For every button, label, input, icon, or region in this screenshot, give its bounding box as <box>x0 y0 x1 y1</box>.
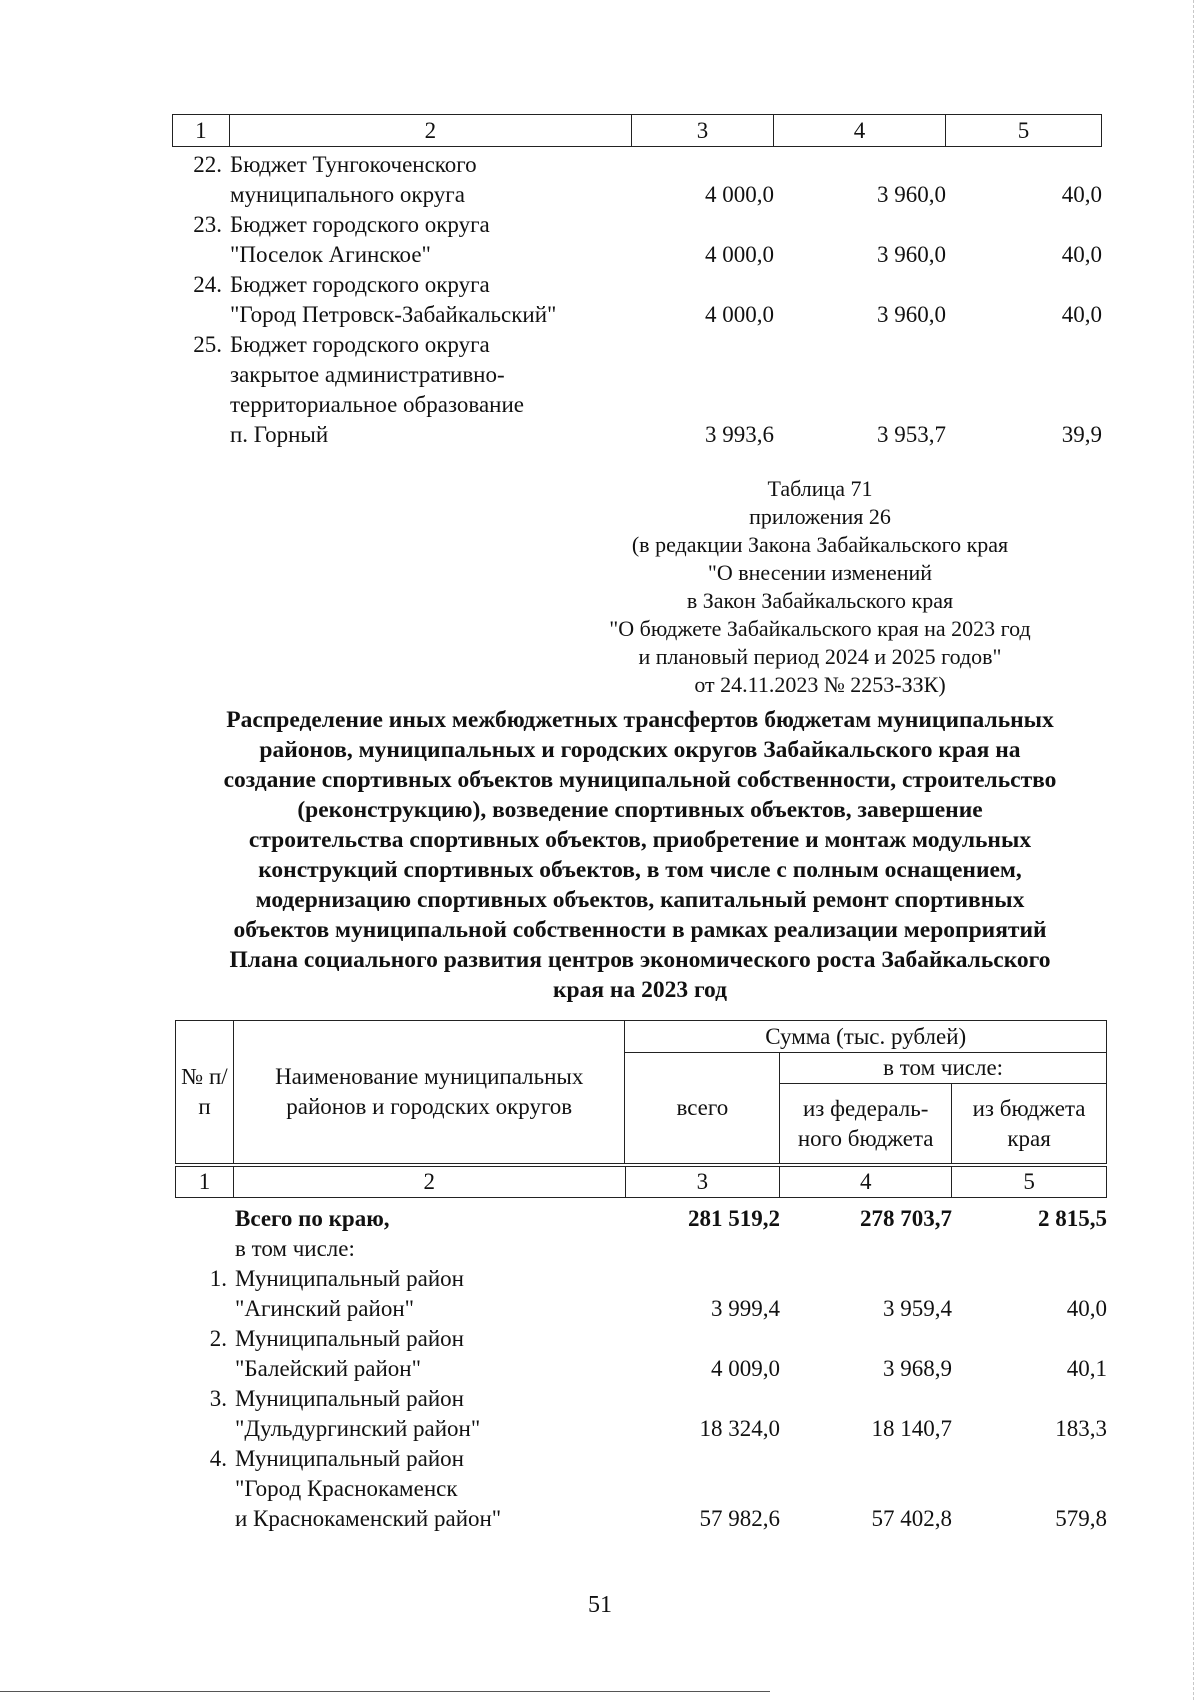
top-col-2: 2 <box>229 115 631 147</box>
header-federal: из федераль-ного бюджета <box>780 1084 952 1164</box>
reference-line: и плановый период 2024 и 2025 годов" <box>638 644 1002 669</box>
row-number: 22. <box>193 152 222 177</box>
header-regional: из бюджета края <box>952 1084 1107 1164</box>
header-name: Наименование муниципальных районов и городских округов <box>233 1021 625 1164</box>
row-number: 2. <box>209 1326 227 1351</box>
bottom-rule <box>0 1691 770 1692</box>
table-row <box>175 1384 1107 1444</box>
col-number: 1 <box>176 1167 234 1198</box>
table-row <box>175 1324 1107 1384</box>
col-number: 3 <box>625 1167 780 1198</box>
row-name: Бюджет Тунгокоченского муниципального округа <box>230 152 477 207</box>
table-row <box>175 1264 1107 1324</box>
row-number: 25. <box>193 332 222 357</box>
summary-federal: 278 703,7 <box>860 1206 952 1231</box>
reference-line: "О внесении изменений <box>707 560 933 585</box>
header-incl: в том числе: <box>780 1053 1107 1084</box>
top-col-1: 1 <box>173 115 230 147</box>
row-regional: 40,1 <box>1066 1356 1107 1381</box>
col-number: 4 <box>780 1167 952 1198</box>
reference-line: Таблица 71 <box>767 476 873 501</box>
row-federal: 3 959,4 <box>883 1296 952 1321</box>
main-table-col-numbers <box>175 1166 1107 1198</box>
row-number: 3. <box>209 1386 227 1411</box>
row-federal: 3 968,9 <box>883 1356 952 1381</box>
row-name: Муниципальный район "Дульдургинский район" <box>235 1386 481 1441</box>
row-regional: 39,9 <box>1061 422 1102 447</box>
row-federal: 3 960,0 <box>877 302 946 327</box>
table-row <box>172 150 1102 210</box>
table-row <box>172 210 1102 270</box>
row-total: 4 000,0 <box>705 302 774 327</box>
row-total: 3 999,4 <box>711 1296 780 1321</box>
table-row <box>172 270 1102 330</box>
row-total: 4 000,0 <box>705 242 774 267</box>
top-col-3: 3 <box>631 115 773 147</box>
row-number: 1. <box>209 1266 227 1291</box>
page-number: 51 <box>588 1592 612 1618</box>
reference-line: приложения 26 <box>749 504 891 529</box>
row-federal: 3 953,7 <box>877 422 946 447</box>
reference-line: (в редакции Закона Забайкальского края <box>631 532 1009 557</box>
col-number: 2 <box>233 1167 625 1198</box>
main-table-body <box>175 1204 1107 1534</box>
row-total: 18 324,0 <box>699 1416 780 1441</box>
table-row <box>175 1444 1107 1534</box>
row-name: Бюджет городского округа "Город Петровск-Забайкальский" <box>230 272 557 327</box>
row-name: Муниципальный район "Город Краснокаменск и Краснокаменский район" <box>235 1446 502 1531</box>
row-name: Муниципальный район "Агинский район" <box>235 1266 464 1321</box>
row-number: 4. <box>209 1446 227 1471</box>
header-num: № п/п <box>176 1021 234 1164</box>
summary-sublabel: в том числе: <box>235 1236 355 1261</box>
row-federal: 3 960,0 <box>877 242 946 267</box>
top-table-header <box>172 114 1102 147</box>
summary-total: 281 519,2 <box>688 1206 780 1231</box>
row-regional: 40,0 <box>1061 182 1102 207</box>
row-number: 24. <box>193 272 222 297</box>
row-name: Бюджет городского округа закрытое административно- территориальное образование п. Горный <box>230 332 525 447</box>
row-total: 4 009,0 <box>711 1356 780 1381</box>
top-col-4: 4 <box>774 115 946 147</box>
reference-line: от 24.11.2023 № 2253-ЗЗК) <box>694 672 946 697</box>
row-name: Бюджет городского округа "Поселок Агинское" <box>230 212 490 267</box>
summary-row <box>175 1204 1107 1234</box>
row-total: 3 993,6 <box>705 422 774 447</box>
summary-label: Всего по краю, <box>235 1206 390 1231</box>
row-regional: 40,0 <box>1061 302 1102 327</box>
col-number: 5 <box>952 1167 1107 1198</box>
row-regional: 40,0 <box>1066 1296 1107 1321</box>
row-name: Муниципальный район "Балейский район" <box>235 1326 464 1381</box>
row-regional: 183,3 <box>1055 1416 1107 1441</box>
row-regional: 40,0 <box>1061 242 1102 267</box>
row-federal: 18 140,7 <box>871 1416 952 1441</box>
row-federal: 3 960,0 <box>877 182 946 207</box>
reference-line: в Закон Забайкальского края <box>686 588 954 613</box>
table-reference-block <box>500 475 1140 699</box>
summary-regional: 2 815,5 <box>1038 1206 1107 1231</box>
main-table-header <box>175 1020 1107 1164</box>
row-number: 23. <box>193 212 222 237</box>
top-col-5: 5 <box>945 115 1101 147</box>
row-regional: 579,8 <box>1055 1506 1107 1531</box>
page-edge <box>1192 0 1194 1700</box>
row-total: 57 982,6 <box>699 1506 780 1531</box>
header-sum: Сумма (тыс. рублей) <box>625 1021 1107 1053</box>
row-federal: 57 402,8 <box>871 1506 952 1531</box>
header-total: всего <box>625 1053 780 1164</box>
document-title: Распределение иных межбюджетных трансфертов бюджетам муниципальных районов, муниципальных и городских округов Забайкальского края на создание спортивных объектов муниципальной собственности, строительство (реконструкцию), возведение спортивных объектов, завершение строительства спортивных объектов, приобретение и монтаж модульных конструкций спортивных объектов, в том числе с полным оснащением, модернизацию спортивных объектов, капитальный ремонт спортивных объектов муниципальной собственности в рамках реализации мероприятий Плана социального развития центров экономического роста Забайкальского края на 2023 год <box>223 707 1057 1003</box>
table-row <box>172 330 1102 450</box>
row-total: 4 000,0 <box>705 182 774 207</box>
reference-line: "О бюджете Забайкальского края на 2023 год <box>609 616 1031 641</box>
top-table-body <box>172 150 1102 450</box>
